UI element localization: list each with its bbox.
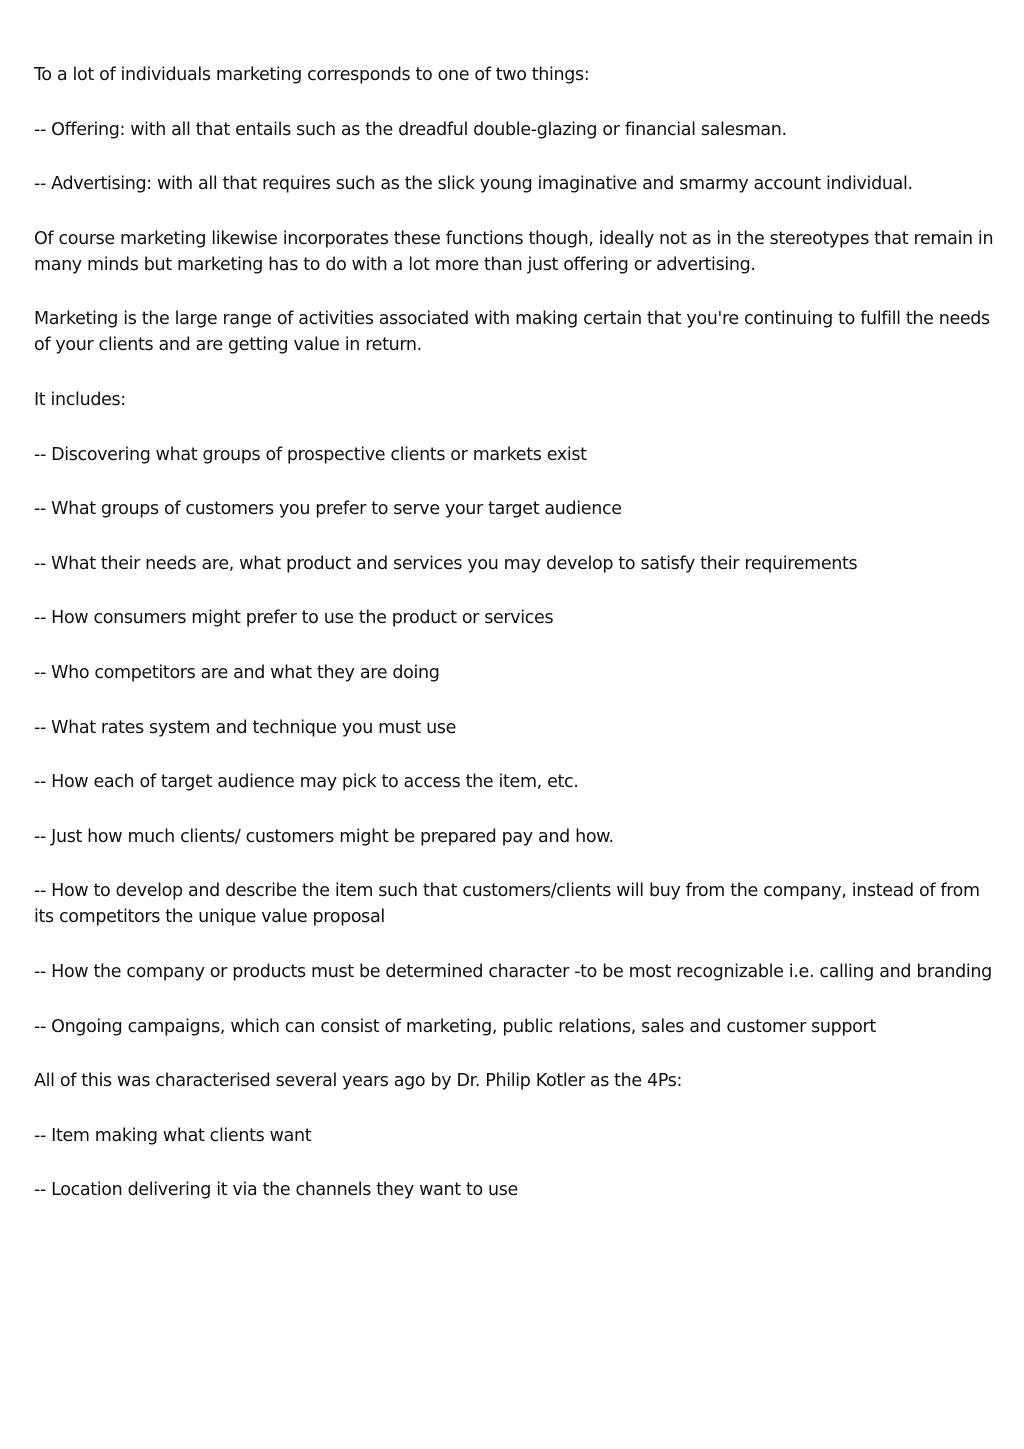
- list-item: -- Ongoing campaigns, which can consist of marketing, public relations, sales and customer support: [34, 1016, 876, 1037]
- list-item: -- How each of target audience may pick to access the item, etc.: [34, 772, 579, 793]
- body-paragraph-4ps: All of this was characterised several years ago by Dr. Philip Kotler as the 4Ps:: [34, 1071, 683, 1092]
- document-body: [34, 62, 994, 1232]
- list-item: -- How consumers might prefer to use the product or services: [34, 608, 554, 629]
- list-item: -- Just how much clients/ customers might be prepared pay and how.: [34, 826, 614, 847]
- list-item: -- How to develop and describe the item such that customers/clients will buy from the company, instead of from its competitors the unique value proposal: [34, 881, 980, 928]
- list-item-offering: -- Offering: with all that entails such as the dreadful double-glazing or financial salesman.: [34, 119, 787, 140]
- list-item: -- What their needs are, what product and services you may develop to satisfy their requirements: [34, 553, 858, 574]
- includes-heading: It includes:: [34, 389, 126, 410]
- list-item: -- What rates system and technique you must use: [34, 717, 457, 738]
- body-paragraph-definition: Marketing is the large range of activities associated with making certain that you're continuing to fulfill the needs of your clients and are getting value in return.: [34, 309, 990, 356]
- intro-paragraph: To a lot of individuals marketing corresponds to one of two things:: [34, 65, 590, 85]
- list-item: -- What groups of customers you prefer to serve your target audience: [34, 499, 622, 520]
- list-item: -- How the company or products must be determined character -to be most recognizable i.e. calling and branding: [34, 961, 992, 982]
- list-item-advertising: -- Advertising: with all that requires such as the slick young imaginative and smarmy account individual.: [34, 174, 913, 195]
- body-paragraph-functions: Of course marketing likewise incorporates these functions though, ideally not as in the stereotypes that remain in many minds but marketing has to do with a lot more than just offering or advertising.: [34, 228, 994, 275]
- list-item: -- Item making what clients want: [34, 1125, 312, 1146]
- list-item: -- Location delivering it via the channels they want to use: [34, 1180, 518, 1201]
- list-item: -- Discovering what groups of prospective clients or markets exist: [34, 444, 587, 465]
- list-item: -- Who competitors are and what they are doing: [34, 662, 440, 683]
